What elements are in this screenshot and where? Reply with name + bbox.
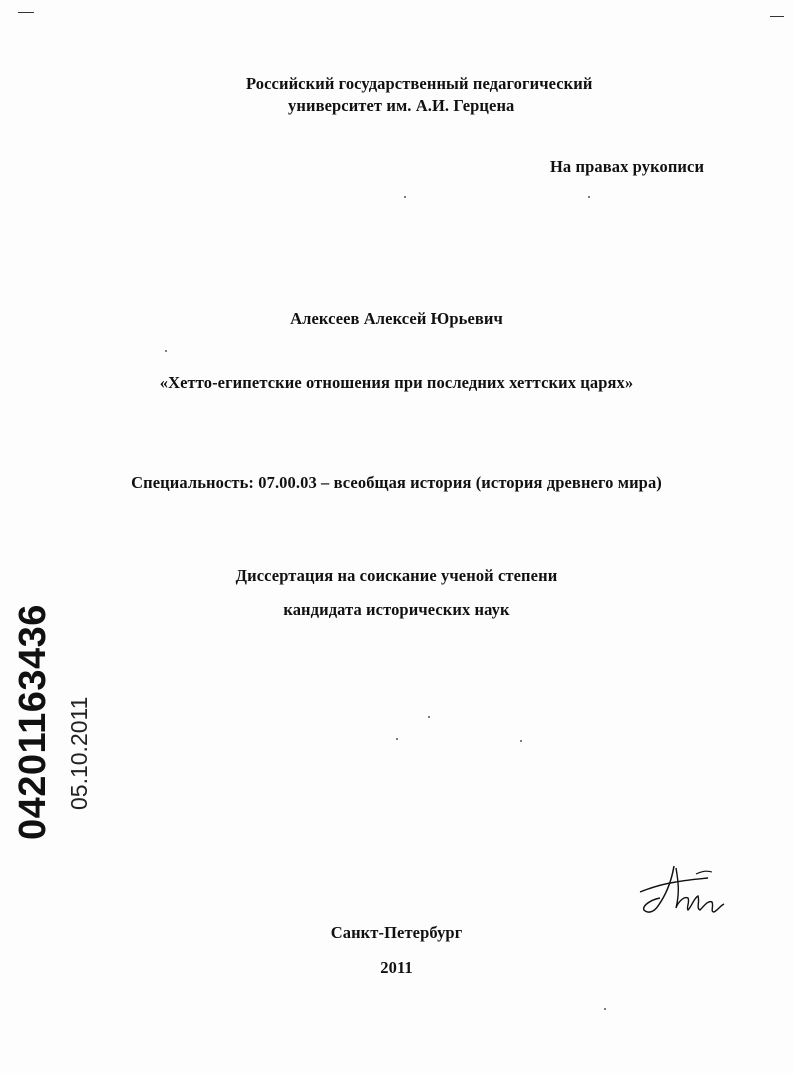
degree-line-2: кандидата исторических наук xyxy=(283,600,510,619)
degree-line-1: Диссертация на соискание ученой степени xyxy=(235,566,558,585)
library-stamp-number: 04201163436 xyxy=(12,604,54,840)
university-name-line-2: университет им. А.И. Герцена xyxy=(288,96,515,115)
scan-speck xyxy=(520,740,522,742)
scan-speck xyxy=(165,350,167,352)
scan-speck xyxy=(588,196,590,198)
library-stamp-date: 05.10.2011 xyxy=(66,696,92,810)
scan-speck xyxy=(428,716,430,718)
scan-corner-mark xyxy=(770,16,784,17)
year: 2011 xyxy=(380,958,413,977)
author-name: Алексеев Алексей Юрьевич xyxy=(290,309,503,328)
manuscript-rights-note: На правах рукописи xyxy=(550,157,705,176)
signature-icon xyxy=(636,862,728,922)
scan-corner-mark xyxy=(18,12,34,13)
university-name-line-1: Российский государственный педагогический xyxy=(246,74,593,93)
scan-speck xyxy=(396,738,398,740)
scan-speck xyxy=(604,1008,606,1010)
scan-speck xyxy=(404,196,406,198)
city: Санкт-Петербург xyxy=(330,923,463,942)
dissertation-title: «Хетто-египетские отношения при последних хеттских царях» xyxy=(159,373,634,392)
specialty-line: Специальность: 07.00.03 – всеобщая история (история древнего мира) xyxy=(131,473,662,492)
